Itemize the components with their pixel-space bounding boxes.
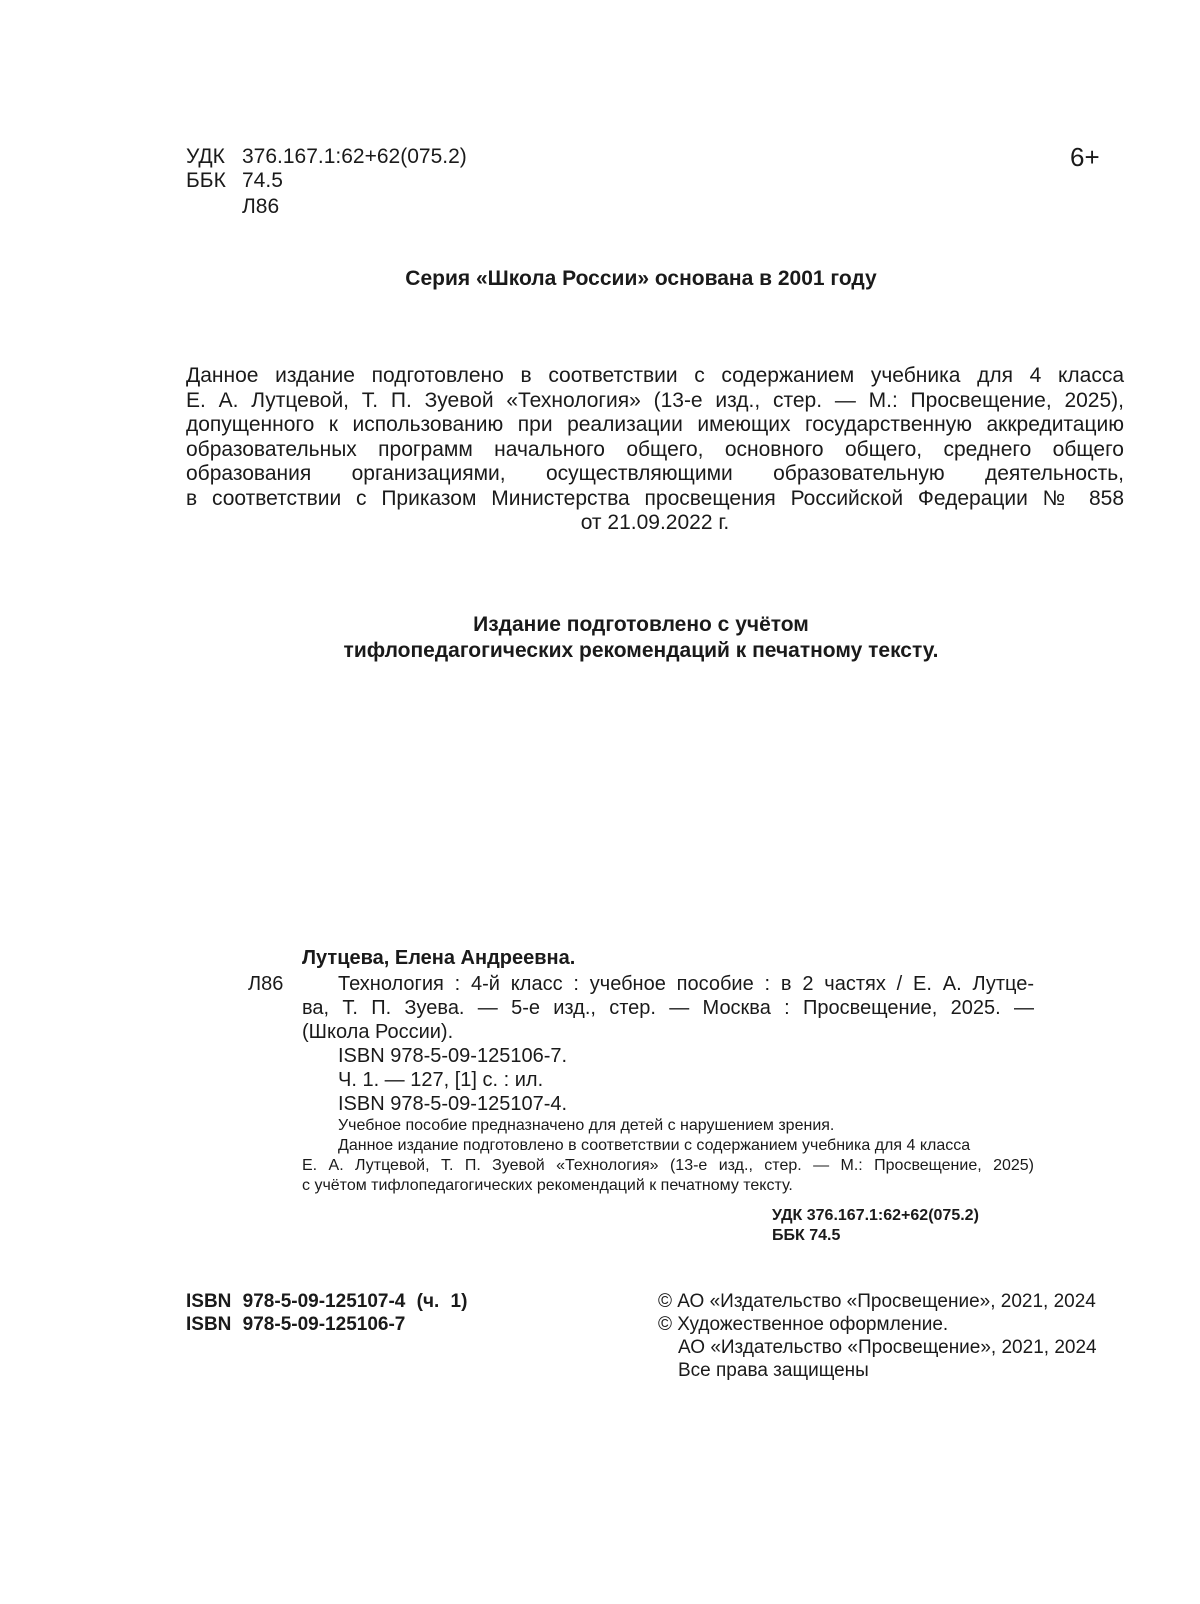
copyright-block	[658, 1290, 1097, 1382]
copyright-line: © Художественное оформление.	[658, 1314, 949, 1335]
card-part: Ч. 1. — 127, [1] с. : ил.	[338, 1069, 544, 1091]
tiflo-note-line: Издание подготовлено с учётом	[473, 613, 809, 636]
card-bbk: ББК 74.5	[772, 1227, 841, 1244]
edition-line: образовательных программ начального общего, основного общего, среднего общего	[186, 437, 1124, 461]
card-author: Лутцева, Елена Андреевна.	[302, 947, 576, 969]
edition-line: от 21.09.2022 г.	[580, 511, 730, 534]
edition-line: Е. А. Лутцевой, Т. П. Зуевой «Технология» (13-е изд., стер. — М.: Просвещение, 2025),	[186, 388, 1124, 412]
copyright-line: © АО «Издательство «Просвещение», 2021, 2024	[658, 1291, 1096, 1312]
isbn-line: ISBN 978-5-09-125106-7	[186, 1314, 406, 1335]
card-title-line: Технология : 4-й класс : учебное пособие : в 2 частях / Е. А. Лутце-	[338, 973, 1034, 995]
bbk-label: ББК	[186, 169, 226, 192]
card-mark: Л86	[248, 973, 284, 995]
edition-paragraph	[186, 364, 1124, 536]
copyright-line: АО «Издательство «Просвещение», 2021, 2024	[678, 1337, 1097, 1358]
tiflo-note	[186, 612, 1096, 664]
card-annotation-line: с учётом тифлопедагогических рекомендаций к печатному тексту.	[302, 1177, 793, 1194]
isbn-block	[186, 1290, 467, 1336]
card-isbn-part: ISBN 978-5-09-125107-4.	[338, 1093, 568, 1115]
bbk-line	[186, 168, 283, 194]
card-annotation-line: Данное издание подготовлено в соответствии с содержанием учебника для 4 класса	[338, 1137, 971, 1154]
age-rating: 6+	[1070, 142, 1100, 172]
series-note: Серия «Школа России» основана в 2001 году	[405, 267, 877, 290]
edition-line: допущенного к использованию при реализации имеющих государственную аккредитацию	[186, 413, 1124, 436]
edition-line: Данное издание подготовлено в соответствии с содержанием учебника для 4 класса	[186, 364, 1124, 387]
tiflo-note-line: тифлопедагогических рекомендаций к печатному тексту.	[343, 639, 939, 662]
card-annotation-line: Е. А. Лутцевой, Т. П. Зуевой «Технология» (13-е изд., стер. — М.: Просвещение, 2025)	[302, 1157, 1034, 1174]
edition-line: в соответствии с Приказом Министерства просвещения Российской Федерации № 858	[186, 486, 1124, 510]
card-title-line: ва, Т. П. Зуева. — 5-е изд., стер. — Москва : Просвещение, 2025. —	[302, 997, 1034, 1019]
card-title-line: (Школа России).	[302, 1021, 454, 1043]
udk-value: 376.167.1:62+62(075.2)	[242, 145, 467, 168]
edition-line: образования организациями, осуществляющими образовательную деятельность,	[186, 462, 1124, 485]
card-udk: УДК 376.167.1:62+62(075.2)	[772, 1207, 979, 1224]
isbn-line: ISBN 978-5-09-125107-4 (ч. 1)	[186, 1291, 468, 1312]
author-mark: Л86	[242, 195, 280, 218]
copyright-line: Все права защищены	[678, 1360, 869, 1381]
card-annotation-line: Учебное пособие предназначено для детей с нарушением зрения.	[338, 1117, 835, 1134]
udk-label: УДК	[186, 145, 225, 168]
card-isbn-set: ISBN 978-5-09-125106-7.	[338, 1045, 568, 1067]
udk-line	[186, 144, 467, 170]
bbk-value: 74.5	[242, 169, 283, 192]
